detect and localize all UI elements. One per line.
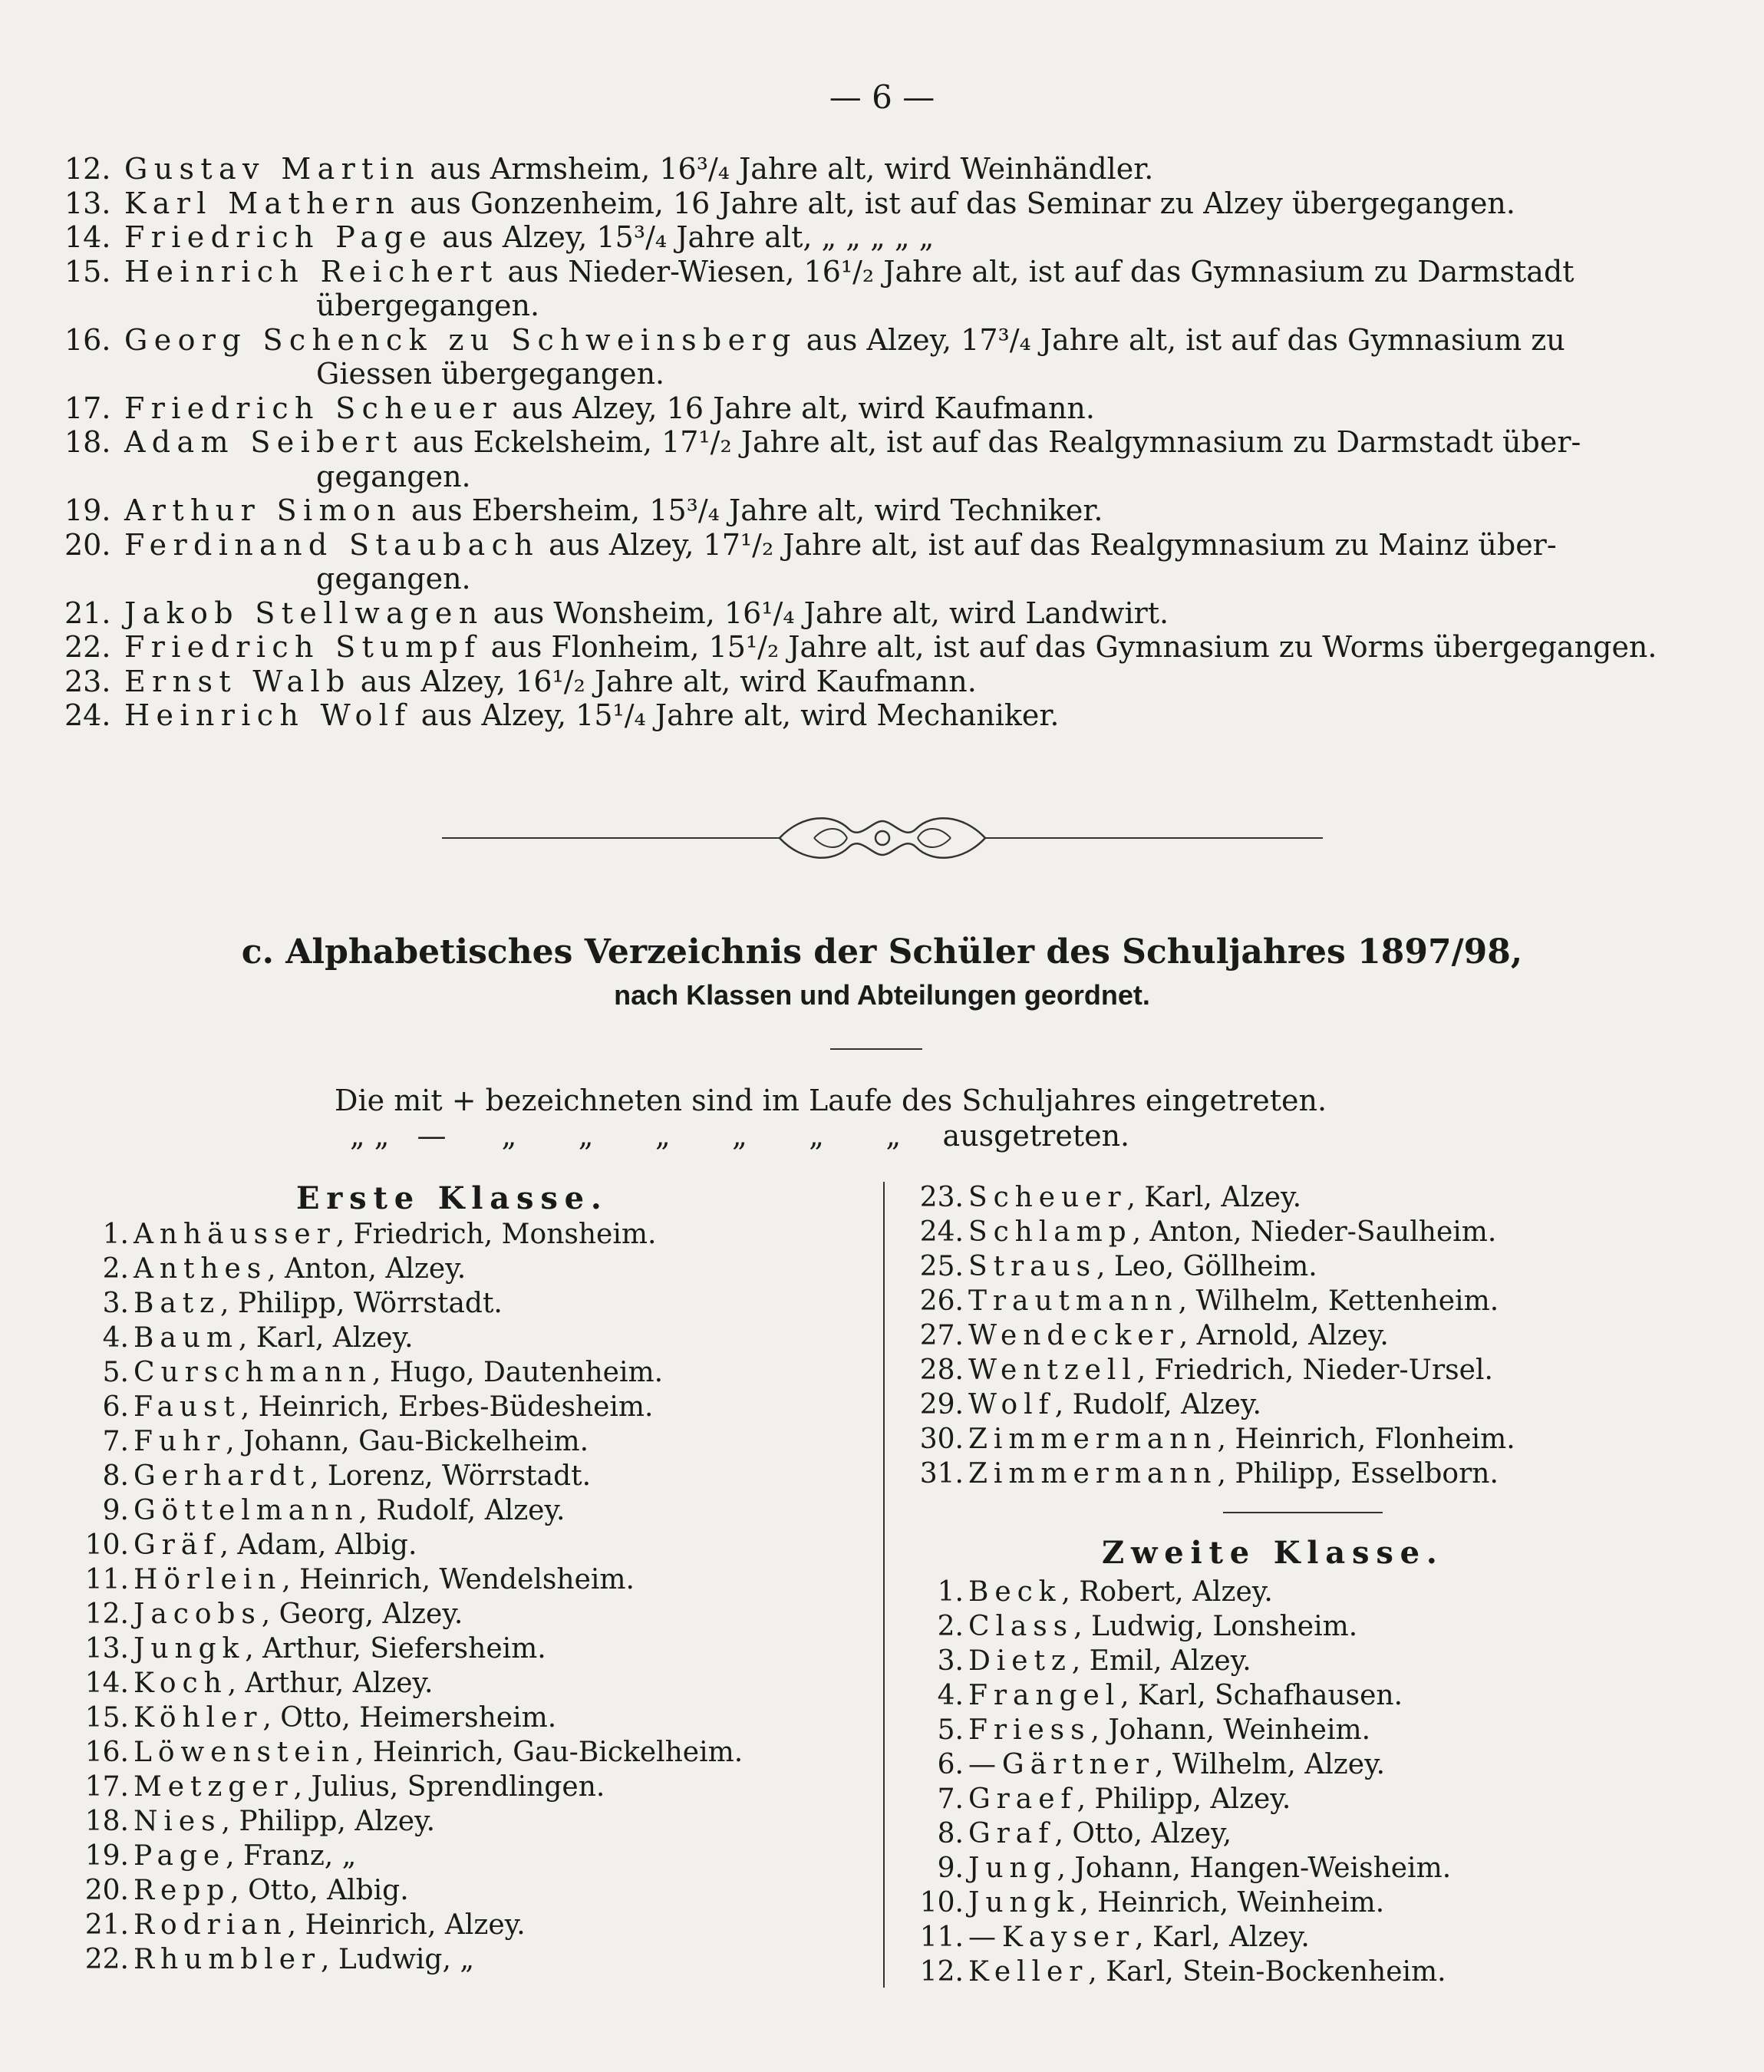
student-surname: Friess bbox=[968, 1714, 1091, 1746]
graduate-entry bbox=[64, 665, 977, 699]
student-entry bbox=[913, 1353, 1515, 1387]
student-surname: Anhäusser bbox=[134, 1219, 336, 1250]
student-entry bbox=[80, 1217, 743, 1252]
student-details: , Arnold, Alzey. bbox=[1179, 1320, 1389, 1351]
student-surname: Dietz bbox=[968, 1645, 1072, 1677]
student-surname: Hörlein bbox=[134, 1564, 282, 1595]
column-divider bbox=[883, 1182, 885, 1988]
student-number: 6. bbox=[937, 1749, 964, 1780]
student-details: , Otto, Albig. bbox=[230, 1875, 409, 1906]
student-surname: Straus bbox=[968, 1251, 1096, 1282]
student-details: , Robert, Alzey. bbox=[1061, 1576, 1273, 1608]
student-details: , Ludwig, „ bbox=[321, 1944, 474, 1975]
student-surname: Löwenstein bbox=[134, 1737, 356, 1768]
student-details: , Friedrich, Nieder-Ursel. bbox=[1136, 1354, 1493, 1386]
student-number: 2. bbox=[937, 1611, 964, 1642]
student-surname: Curschmann bbox=[134, 1357, 372, 1388]
student-number: 18. bbox=[84, 1806, 129, 1837]
student-details: , Adam, Albig. bbox=[219, 1529, 417, 1561]
student-details: , Karl, Alzey. bbox=[1126, 1182, 1302, 1213]
student-details: , Heinrich, Erbes-Büdesheim. bbox=[240, 1391, 654, 1423]
student-entry bbox=[80, 1286, 743, 1321]
student-entry bbox=[913, 1920, 1451, 1955]
student-details: , Otto, Heimersheim. bbox=[262, 1702, 557, 1734]
legend-withdrawn-label: ausgetreten. bbox=[942, 1119, 1130, 1153]
student-surname: Wendecker bbox=[968, 1320, 1179, 1351]
graduate-entry bbox=[64, 186, 1515, 221]
student-details: , Johann, Weinheim. bbox=[1090, 1714, 1371, 1746]
student-number: 27. bbox=[919, 1320, 964, 1351]
student-name: Friedrich Scheuer bbox=[124, 391, 503, 425]
student-details: , Heinrich, Alzey. bbox=[287, 1909, 526, 1941]
student-number: 4. bbox=[102, 1322, 129, 1354]
student-number: 8. bbox=[937, 1818, 964, 1849]
student-number: 12. bbox=[919, 1956, 964, 1988]
student-entry bbox=[913, 1816, 1451, 1851]
entry-text: aus Alzey, 17³/₄ Jahre alt, ist auf das Gymnasium zu bbox=[796, 322, 1565, 357]
student-surname: Graf bbox=[968, 1818, 1055, 1849]
student-number: 17. bbox=[84, 1771, 129, 1803]
entry-text: aus Alzey, 16 Jahre alt, wird Kaufmann. bbox=[503, 391, 1095, 425]
student-number: 24. bbox=[919, 1216, 964, 1248]
student-surname: Wentzell bbox=[968, 1354, 1137, 1386]
student-number: 3. bbox=[937, 1645, 964, 1677]
student-number: 20. bbox=[84, 1875, 129, 1906]
student-surname: Gräf bbox=[134, 1529, 220, 1561]
student-surname: Graef bbox=[968, 1783, 1077, 1815]
student-entry bbox=[80, 1942, 743, 1977]
student-number: 26. bbox=[919, 1285, 964, 1317]
student-entry bbox=[80, 1528, 743, 1562]
graduate-entry bbox=[64, 220, 934, 255]
student-surname: Göttelmann bbox=[134, 1495, 359, 1526]
student-details: , Johann, Gau-Bickelheim. bbox=[226, 1426, 589, 1457]
student-details: , Karl, Schafhausen. bbox=[1120, 1680, 1403, 1711]
student-entry bbox=[80, 1424, 743, 1459]
student-number: 30. bbox=[919, 1424, 964, 1455]
student-number: 5. bbox=[102, 1357, 129, 1388]
student-entry bbox=[80, 1321, 743, 1355]
student-number: 8. bbox=[102, 1460, 129, 1492]
graduate-entry bbox=[64, 391, 1095, 426]
student-details: , Julius, Sprendlingen. bbox=[293, 1771, 605, 1803]
student-details: , Philipp, Alzey. bbox=[1077, 1783, 1291, 1815]
student-name: Heinrich Reichert bbox=[124, 254, 499, 289]
student-details: , Heinrich, Wendelsheim. bbox=[282, 1564, 635, 1595]
student-surname: Repp bbox=[134, 1875, 231, 1906]
entry-number: 12. bbox=[64, 152, 111, 186]
student-surname: Frangel bbox=[968, 1680, 1121, 1711]
student-number: 7. bbox=[102, 1426, 129, 1457]
entry-number: 24. bbox=[64, 698, 111, 732]
student-surname: Nies bbox=[134, 1806, 222, 1837]
student-entry bbox=[913, 1886, 1451, 1920]
short-rule bbox=[830, 1048, 922, 1050]
heading-zweite-klasse: Zweite Klasse. bbox=[1102, 1535, 1444, 1571]
student-details: , Emil, Alzey. bbox=[1071, 1645, 1251, 1677]
student-entry bbox=[80, 1770, 743, 1804]
student-entry bbox=[80, 1390, 743, 1424]
entry-continuation: gegangen. bbox=[316, 459, 471, 493]
student-entry bbox=[80, 1252, 743, 1286]
entry-text: aus Alzey, 15³/₄ Jahre alt, „ „ „ „ „ bbox=[433, 220, 935, 254]
student-surname: —Gärtner bbox=[968, 1749, 1155, 1780]
entry-number: 17. bbox=[64, 391, 111, 425]
student-name: Heinrich Wolf bbox=[124, 698, 412, 732]
student-details: , Philipp, Wörrstadt. bbox=[220, 1288, 503, 1319]
student-details: , Karl, Stein-Bockenheim. bbox=[1088, 1956, 1446, 1988]
student-number: 10. bbox=[919, 1887, 964, 1919]
student-number: 29. bbox=[919, 1389, 964, 1420]
graduate-entry bbox=[64, 493, 1103, 528]
entry-text: aus Armsheim, 16³/₄ Jahre alt, wird Weinhändler. bbox=[420, 152, 1154, 186]
student-details: , Arthur, Alzey. bbox=[227, 1668, 434, 1699]
erste-klasse-list bbox=[80, 1217, 743, 1977]
student-surname: Faust bbox=[134, 1391, 241, 1423]
student-surname: Zimmermann bbox=[968, 1458, 1218, 1490]
student-entry bbox=[913, 1457, 1515, 1491]
student-entry bbox=[913, 1678, 1451, 1713]
student-number: 25. bbox=[919, 1251, 964, 1282]
student-entry bbox=[913, 1713, 1451, 1747]
student-number: 10. bbox=[84, 1529, 129, 1561]
student-number: 13. bbox=[84, 1633, 129, 1665]
student-details: , Leo, Göllheim. bbox=[1096, 1251, 1317, 1282]
student-entry bbox=[80, 1701, 743, 1735]
student-details: , Arthur, Siefersheim. bbox=[245, 1633, 546, 1665]
ornament-divider bbox=[442, 798, 1323, 878]
student-details: , Karl, Alzey. bbox=[1135, 1922, 1310, 1953]
student-name: Arthur Simon bbox=[124, 493, 402, 527]
student-number: 23. bbox=[919, 1182, 964, 1213]
student-surname: Wolf bbox=[968, 1389, 1055, 1420]
short-rule-2 bbox=[1223, 1512, 1383, 1513]
student-details: , Karl, Alzey. bbox=[238, 1322, 414, 1354]
student-number: 14. bbox=[84, 1668, 129, 1699]
student-surname: Batz bbox=[134, 1288, 221, 1319]
entry-number: 21. bbox=[64, 596, 111, 630]
entry-text: aus Nieder-Wiesen, 16¹/₂ Jahre alt, ist auf das Gymnasium zu Darmstadt bbox=[498, 254, 1574, 289]
student-details: , Anton, Nieder-Saulheim. bbox=[1132, 1216, 1497, 1248]
section-subtitle: nach Klassen und Abteilungen geordnet. bbox=[614, 979, 1150, 1011]
entry-text: aus Ebersheim, 15³/₄ Jahre alt, wird Techniker. bbox=[401, 493, 1103, 527]
entry-number: 14. bbox=[64, 220, 111, 254]
student-number: 7. bbox=[937, 1783, 964, 1815]
student-surname: Baum bbox=[134, 1322, 239, 1354]
student-number: 11. bbox=[84, 1564, 129, 1595]
zweite-klasse-list bbox=[913, 1575, 1451, 1989]
student-name: Ernst Walb bbox=[124, 664, 351, 698]
student-details: , Lorenz, Wörrstadt. bbox=[310, 1460, 592, 1492]
student-number: 9. bbox=[937, 1853, 964, 1884]
student-details: , Philipp, Esselborn. bbox=[1217, 1458, 1499, 1490]
entry-continuation: Giessen übergegangen. bbox=[316, 357, 665, 391]
student-entry bbox=[913, 1609, 1451, 1644]
student-number: 5. bbox=[937, 1714, 964, 1746]
student-surname: Page bbox=[134, 1840, 226, 1872]
student-number: 15. bbox=[84, 1702, 129, 1734]
student-details: , Johann, Hangen-Weisheim. bbox=[1057, 1853, 1452, 1884]
student-surname: Koch bbox=[134, 1668, 228, 1699]
student-surname: Jung bbox=[968, 1853, 1057, 1884]
ditto-marks: „ „ bbox=[350, 1119, 390, 1153]
entry-text: aus Gonzenheim, 16 Jahre alt, ist auf das Seminar zu Alzey übergegangen. bbox=[401, 186, 1515, 220]
student-surname: Scheuer bbox=[968, 1182, 1127, 1213]
graduate-entry bbox=[64, 630, 1657, 665]
student-surname: Beck bbox=[968, 1576, 1062, 1608]
graduate-entry bbox=[64, 323, 1565, 358]
entry-number: 23. bbox=[64, 664, 111, 698]
student-entry bbox=[913, 1575, 1451, 1609]
student-name: Ferdinand Staubach bbox=[124, 527, 540, 562]
entry-text: aus Eckelsheim, 17¹/₂ Jahre alt, ist auf das Realgymnasium zu Darmstadt über- bbox=[403, 425, 1581, 459]
student-entry bbox=[80, 1632, 743, 1666]
student-surname: Trautmann bbox=[968, 1285, 1179, 1317]
entry-number: 13. bbox=[64, 186, 111, 220]
entry-number: 19. bbox=[64, 493, 111, 527]
erste-klasse-list-continued bbox=[913, 1180, 1515, 1491]
student-surname: Rodrian bbox=[134, 1909, 288, 1941]
student-number: 12. bbox=[84, 1599, 129, 1630]
entry-text: aus Wonsheim, 16¹/₄ Jahre alt, wird Landwirt. bbox=[483, 596, 1169, 630]
student-entry bbox=[913, 1644, 1451, 1678]
entry-text: aus Alzey, 17¹/₂ Jahre alt, ist auf das Realgymnasium zu Mainz über- bbox=[539, 527, 1557, 562]
withdrawn-mark: — bbox=[417, 1119, 447, 1153]
student-entry bbox=[80, 1735, 743, 1770]
student-number: 28. bbox=[919, 1354, 964, 1386]
entry-number: 15. bbox=[64, 254, 111, 289]
graduate-entry bbox=[64, 596, 1169, 631]
entry-continuation: übergegangen. bbox=[316, 289, 540, 322]
graduate-entry bbox=[64, 152, 1153, 186]
student-number: 19. bbox=[84, 1840, 129, 1872]
entry-number: 20. bbox=[64, 527, 111, 562]
student-details: , Anton, Alzey. bbox=[267, 1253, 467, 1285]
student-entry bbox=[913, 1422, 1515, 1457]
graduate-entry bbox=[64, 255, 1574, 289]
student-details: , Wilhelm, Alzey. bbox=[1154, 1749, 1386, 1780]
student-name: Friedrich Page bbox=[124, 220, 434, 254]
student-surname: Gerhardt bbox=[134, 1460, 311, 1492]
student-surname: Schlamp bbox=[968, 1216, 1133, 1248]
student-name: Adam Seibert bbox=[124, 425, 404, 459]
student-number: 2. bbox=[102, 1253, 129, 1285]
student-details: , Heinrich, Gau-Bickelheim. bbox=[355, 1737, 744, 1768]
student-number: 1. bbox=[937, 1576, 964, 1608]
student-entry bbox=[80, 1562, 743, 1597]
heading-erste-klasse: Erste Klasse. bbox=[296, 1180, 608, 1216]
student-name: Georg Schenck zu Schweinsberg bbox=[124, 322, 797, 357]
student-surname: Class bbox=[968, 1611, 1074, 1642]
ditto-marks-row: „ „ „ „ „ „ bbox=[501, 1119, 928, 1153]
student-entry bbox=[80, 1597, 743, 1632]
student-surname: Rhumbler bbox=[134, 1944, 321, 1975]
section-title: c. Alphabetisches Verzeichnis der Schüler des Schuljahres 1897/98, bbox=[241, 932, 1523, 972]
graduate-entry bbox=[64, 698, 1059, 733]
student-entry bbox=[80, 1666, 743, 1701]
student-details: , Rudolf, Alzey. bbox=[1054, 1389, 1261, 1420]
student-number: 22. bbox=[84, 1944, 129, 1975]
student-entry bbox=[913, 1851, 1451, 1886]
student-details: , Heinrich, Weinheim. bbox=[1080, 1887, 1385, 1919]
student-surname: Anthes bbox=[134, 1253, 268, 1285]
entry-number: 22. bbox=[64, 630, 111, 664]
student-name: Friedrich Stumpf bbox=[124, 630, 482, 664]
student-details: , Philipp, Alzey. bbox=[221, 1806, 436, 1837]
student-name: Karl Mathern bbox=[124, 186, 401, 220]
student-entry bbox=[913, 1747, 1451, 1782]
student-number: 4. bbox=[937, 1680, 964, 1711]
student-details: , Otto, Alzey, bbox=[1054, 1818, 1232, 1849]
graduate-entry bbox=[64, 425, 1581, 460]
student-surname: Fuhr bbox=[134, 1426, 226, 1457]
student-details: , Heinrich, Flonheim. bbox=[1217, 1424, 1515, 1455]
student-entry bbox=[913, 1782, 1451, 1816]
student-surname: Jungk bbox=[968, 1887, 1080, 1919]
student-surname: Köhler bbox=[134, 1702, 263, 1734]
student-surname: Jacobs bbox=[134, 1599, 262, 1630]
student-details: , Friedrich, Monsheim. bbox=[335, 1219, 657, 1250]
student-details: , Ludwig, Lonsheim. bbox=[1073, 1611, 1358, 1642]
student-entry bbox=[913, 1387, 1515, 1422]
entry-number: 16. bbox=[64, 322, 111, 357]
entry-number: 18. bbox=[64, 425, 111, 459]
student-entry bbox=[913, 1284, 1515, 1318]
student-entry bbox=[80, 1355, 743, 1390]
student-name: Jakob Stellwagen bbox=[124, 596, 484, 630]
student-surname: —Kayser bbox=[968, 1922, 1136, 1953]
student-entry bbox=[80, 1804, 743, 1839]
legend-note-line1: Die mit + bezeichneten sind im Laufe des Schuljahres eingetreten. bbox=[335, 1084, 1327, 1117]
student-entry bbox=[913, 1249, 1515, 1284]
student-entry bbox=[80, 1459, 743, 1493]
entry-text: aus Flonheim, 15¹/₂ Jahre alt, ist auf das Gymnasium zu Worms übergegangen. bbox=[481, 630, 1657, 664]
entry-text: aus Alzey, 15¹/₄ Jahre alt, wird Mechaniker. bbox=[411, 698, 1060, 732]
student-details: , Rudolf, Alzey. bbox=[358, 1495, 565, 1526]
student-surname: Jungk bbox=[134, 1633, 246, 1665]
student-entry bbox=[913, 1318, 1515, 1353]
student-details: , Wilhelm, Kettenheim. bbox=[1178, 1285, 1499, 1317]
student-number: 16. bbox=[84, 1737, 129, 1768]
student-entry bbox=[80, 1839, 743, 1873]
student-entry bbox=[80, 1873, 743, 1908]
student-number: 1. bbox=[102, 1219, 129, 1250]
student-number: 6. bbox=[102, 1391, 129, 1423]
page-number: — 6 — bbox=[829, 78, 935, 116]
student-details: , Franz, „ bbox=[226, 1840, 357, 1872]
student-surname: Keller bbox=[968, 1956, 1089, 1988]
student-surname: Metzger bbox=[134, 1771, 294, 1803]
legend-note-line2 bbox=[350, 1119, 1129, 1153]
entry-continuation: gegangen. bbox=[316, 562, 471, 596]
student-entry bbox=[80, 1908, 743, 1942]
student-entry bbox=[80, 1493, 743, 1528]
student-surname: Zimmermann bbox=[968, 1424, 1218, 1455]
student-entry bbox=[913, 1180, 1515, 1215]
student-number: 21. bbox=[84, 1909, 129, 1941]
student-number: 9. bbox=[102, 1495, 129, 1526]
student-details: , Georg, Alzey. bbox=[261, 1599, 463, 1630]
student-name: Gustav Martin bbox=[124, 152, 421, 186]
student-details: , Hugo, Dautenheim. bbox=[371, 1357, 664, 1388]
student-number: 11. bbox=[919, 1922, 964, 1953]
student-number: 31. bbox=[919, 1458, 964, 1490]
student-entry bbox=[913, 1215, 1515, 1249]
graduate-entry bbox=[64, 528, 1557, 563]
entry-text: aus Alzey, 16¹/₂ Jahre alt, wird Kaufmann. bbox=[351, 664, 977, 698]
student-number: 3. bbox=[102, 1288, 129, 1319]
student-entry bbox=[913, 1955, 1451, 1989]
